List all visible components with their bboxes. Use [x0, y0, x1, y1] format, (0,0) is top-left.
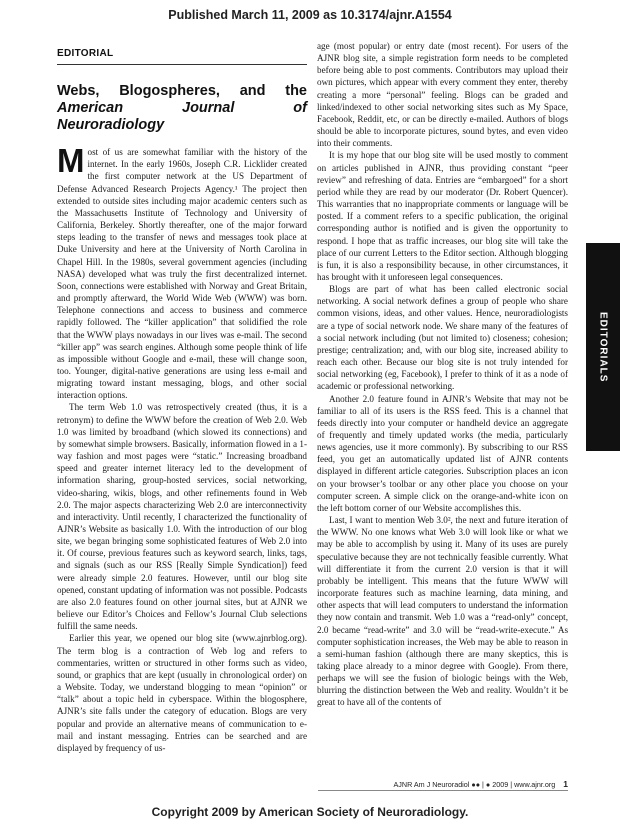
- page-footer: [317, 779, 568, 789]
- page-number: 1: [563, 779, 568, 789]
- paragraph-4: age (most popular) or entry date (most recent). For users of the AJNR blog site, a simple registration form needs to be completed before being able to post comments. Contributors may upload their own pictures, which appear with every comment they enter, thereby creating a more “personal” feeling. Blogs can be graded and linked/indexed to other social networking sites such as My Space, Facebook, Reddit, etc, or can be directly e-mailed. Authors of blogs should be able to incorporate pictures, sound bytes, and even video into their comments.: [317, 41, 568, 149]
- published-banner: Published March 11, 2009 as 10.3174/ajnr.A1554: [168, 8, 452, 22]
- footer-rule: [318, 790, 568, 791]
- paragraph-1: [57, 142, 307, 401]
- paragraph-1-text: ost of us are somewhat familiar with the history of the internet. In the early 1960s, Joseph C.R. Licklider created the first computer network at the US Department of Defense Advanced Research Projects Agency.¹ The project then extended to outside sites including major academic centers such as the Massachusetts Institute of Technology and University of California, Berkeley. Shortly thereafter, one of the major forward steps leading to the transfer of news and messages took place at Duke University and here at the University of North Carolina in Chapel Hill. In the 1980s, several government agencies (including NASA) developed what was truly the first decentralized internet. Soon, connections were established with Norway and Great Britain, and promptly afterward, the World Wide Web (WWW) was born. Telephone connections and access to business and commerce rapidly followed. The “killer application” that solidified the role that the WWW plays nowadays in our lives was e-mail. The second “killer app” was search engines. Although some people think of life as impossible without Google and e-mail, these will change soon, too. Younger, digital-native generations are using less e-mail and migrating toward instant messaging, blogs, and other social interaction options.: [57, 147, 307, 401]
- copyright-banner: Copyright 2009 by American Society of Neuroradiology.: [151, 805, 469, 819]
- section-label: EDITORIAL: [57, 48, 114, 59]
- journal-citation: AJNR Am J Neuroradiol ●● | ● 2009 | www.ajnr.org: [393, 780, 556, 789]
- paragraph-7: Another 2.0 feature found in AJNR’s Website that may not be familiar to all of its users is the RSS feed. This is a channel that feeds directly into your computer or handheld device an aggregate of frequently and timely updated works (the media, particularly news agencies, use it more commonly). By subscribing to our RSS feed, you get an automatically updated list of AJNR contents displayed in different article categories. Subscription places an icon on your browser’s toolbar or any other place you choose on your computer screen. A simple click on the orange-and-white icon on the left bottom corner of our Website accomplishes this.: [317, 393, 568, 513]
- drop-cap: M: [57, 142, 85, 180]
- paragraph-2: The term Web 1.0 was retrospectively created (thus, it is a retronym) to define the WWW before the creation of Web 2.0. Web 1.0 was limited by broadband (which slowed its connections) and by somewhat simple browsers. Basically, information flowed in a 1-way fashion and most pages were “static.” Increasing broadband speed and greater internet literacy led to the development of information sharing, group-hosted services, social networking, video-sharing, wikis, blogs, and other refinements found in Web 2.0. The major aspects characterizing Web 2.0 are interconnectivity and interactivity. Until recently, I characterized the functionality of AJNR’s Website as basically 1.0. With the introduction of our blog site, we began bringing some sophisticated features of Web 2.0 into it. Of course, previous features such as keyword search, links, tags, and signals (such as our RSS [Really Simple Syndication]) feed were already simple 2.0 features. However, until our blog site opened, constant updating of information was not possible. Podcasts are also 2.0 features found on other journal sites, but at AJNR we believe our Editor’s Choices and Fellow’s Journal Club selections fulfill the same needs.: [57, 402, 307, 632]
- paragraph-5: It is my hope that our blog site will be used mostly to comment on articles published in AJNR, thus providing constant “peer review” and refreshing of data. Entries are “embargoed” for a short period while they are read by our moderator (Dr. Robert Quencer). This warranties that no inappropriate comments or language will be posted. If a comment refers to a specific publication, the original corresponding author is notified and is given the opportunity to respond. I hope that as traffic increases, our blog site will take the place of our current Letters to the Editor section. Although blogging is fun, it is also a responsibility because, in other circumstances, it has brought with it unforeseen legal consequences.: [317, 150, 568, 282]
- right-column: [317, 40, 568, 709]
- article-title: [57, 83, 307, 134]
- paragraph-3: Earlier this year, we opened our blog site (www.ajnrblog.org). The term blog is a contraction of Web log and refers to commentaries, written or structured in other forms such as video, sound, or graphics that are kept (usually in chronological order) on a Website. Today, we understand blogging to mean “opinion” or “talk” about a topic held in cyberspace. Within the blogosphere, AJNR’s site falls under the category of education. Blogs are very popular and provide an alternative means of communication to e-mail and instant messaging. Entries can be searched and are displayed by frequency of us-: [57, 633, 307, 753]
- left-column: [57, 40, 307, 754]
- section-rule: [57, 64, 307, 65]
- side-tab-label: EDITORIALS: [597, 311, 609, 383]
- title-italic: American Journal of Neuroradiology: [57, 100, 307, 134]
- editorials-side-tab: [586, 243, 620, 451]
- title-plain: Webs, Blogospheres, and the: [57, 83, 307, 100]
- paragraph-8: Last, I want to mention Web 3.0², the next and future iteration of the WWW. No one knows what Web 3.0 will look like or what we may be able to accomplish by using it. Many of its uses are purely speculative because they are not technically feasible currently. What will differentiate it from the current 2.0 version is that it will probably be intelligent. This means that the future WWW will incorporate features such as machine learning, data mining, and other aspects that will lead computers to understand the information they now contain and transmit. Web 1.0 was a “read-only” concept, 2.0 became “read-write” and 3.0 will be “read-write-execute.” As computer sophistication increases, the Web may be able to reason in a semi-human fashion (although there are many skeptics, this is taking place already to a minor degree with Google). From there, perhaps we will see the fusion of biologic beings with the Web, blurring the distinction between the Web and reality. Wouldn’t it be great to have all of the contents of: [317, 515, 568, 708]
- paragraph-6: Blogs are part of what has been called electronic social networking. A social network defines a group of people who share common visions, ideas, and other values. Hence, neuroradiologists are a type of social network node. We share many of the features of a social network including (but not limited to) closeness; cohesion; prestige; centralization; and, with our blog site, increased ability to reach each other. Because our blog site is not truly intended for social networking (eg, Facebook), I prefer to think of it as a node of academic or professional networking.: [317, 284, 568, 392]
